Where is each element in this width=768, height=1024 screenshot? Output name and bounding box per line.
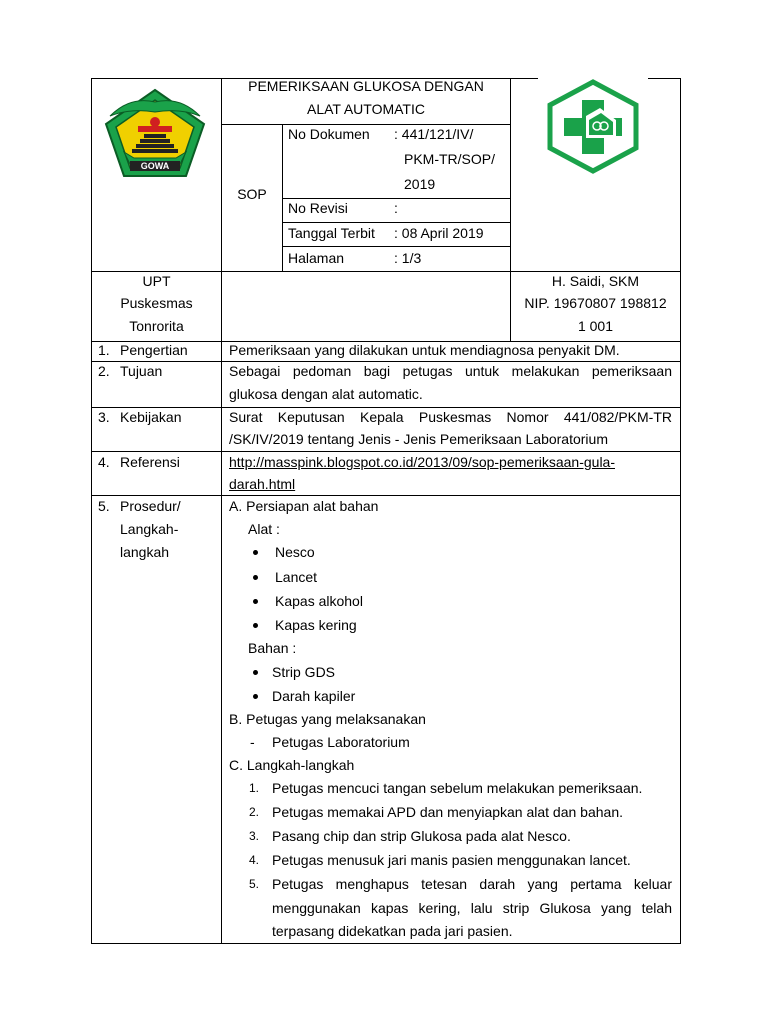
no-revisi-label: No Revisi bbox=[288, 200, 348, 216]
alat-label: Alat : bbox=[248, 521, 280, 537]
reference-link-2[interactable]: darah.html bbox=[229, 476, 296, 492]
bullet-icon bbox=[253, 694, 258, 699]
tanggal-terbit-value: : 08 April 2019 bbox=[394, 225, 484, 241]
bullet-icon bbox=[253, 623, 258, 628]
step-number: 3. bbox=[249, 829, 260, 843]
alat-item: Nesco bbox=[275, 544, 315, 560]
section-3-text-2: /SK/IV/2019 tentang Jenis - Jenis Pemeriksaan Laboratorium bbox=[229, 431, 608, 447]
section-3-text-1: Surat Keputusan Kepala Puskesmas Nomor 441/082/PKM-TR bbox=[229, 409, 672, 425]
bahan-label: Bahan : bbox=[248, 640, 297, 656]
sop-label: SOP bbox=[237, 186, 267, 202]
section-5-number: 5. bbox=[98, 498, 110, 514]
step-text: menggunakan kapas kering, lalu strip Glukosa yang telah bbox=[272, 900, 672, 916]
section-5-label-1: Prosedur/ bbox=[120, 498, 181, 514]
section-5-label-2: Langkah- bbox=[120, 521, 179, 537]
step-text: Petugas memakai APD dan menyiapkan alat dan bahan. bbox=[272, 804, 624, 820]
step-number: 2. bbox=[249, 805, 260, 819]
step-text: Petugas menghapus tetesan darah yang pertama keluar bbox=[272, 876, 672, 892]
halaman-label: Halaman bbox=[288, 250, 345, 266]
section-2-number: 2. bbox=[98, 363, 110, 379]
no-revisi-value: : bbox=[394, 200, 398, 216]
section-2-text-1: Sebagai pedoman bagi petugas untuk melakukan pemeriksaan bbox=[229, 363, 672, 379]
signer-nip-1: NIP. 19670807 198812 bbox=[524, 295, 667, 311]
alat-item: Kapas alkohol bbox=[275, 593, 363, 609]
prosedur-a-heading: A. Persiapan alat bahan bbox=[229, 498, 379, 514]
document-title-line1: PEMERIKSAAN GLUKOSA DENGAN bbox=[248, 78, 484, 94]
halaman-value: : 1/3 bbox=[394, 250, 422, 266]
section-5-label-3: langkah bbox=[120, 544, 170, 560]
section-4-label: Referensi bbox=[120, 454, 180, 470]
alat-item: Kapas kering bbox=[275, 617, 357, 633]
dash-marker: - bbox=[250, 734, 255, 750]
tanggal-terbit-label: Tanggal Terbit bbox=[288, 225, 375, 241]
bullet-icon bbox=[253, 550, 258, 555]
prosedur-c-heading: C. Langkah-langkah bbox=[229, 757, 355, 773]
org-line1: UPT bbox=[142, 273, 171, 289]
step-number: 1. bbox=[249, 781, 260, 795]
step-text: Petugas menusuk jari manis pasien menggunakan lancet. bbox=[272, 852, 631, 868]
alat-item: Lancet bbox=[275, 569, 318, 585]
petugas-item: Petugas Laboratorium bbox=[272, 734, 410, 750]
step-text: Petugas mencuci tangan sebelum melakukan pemeriksaan. bbox=[272, 780, 643, 796]
no-dokumen-value-1: : 441/121/IV/ bbox=[394, 126, 474, 142]
signer-name: H. Saidi, SKM bbox=[551, 273, 640, 289]
document-title-line2: ALAT AUTOMATIC bbox=[307, 101, 425, 117]
section-3-number: 3. bbox=[98, 409, 110, 425]
bullet-icon bbox=[253, 670, 258, 675]
signer-nip-2: 1 001 bbox=[577, 318, 614, 334]
step-number: 5. bbox=[249, 877, 260, 891]
bullet-icon bbox=[253, 599, 258, 604]
prosedur-b-heading: B. Petugas yang melaksanakan bbox=[229, 711, 426, 727]
section-3-label: Kebijakan bbox=[120, 409, 182, 425]
bahan-item: Darah kapiler bbox=[272, 688, 356, 704]
reference-link-1[interactable]: http://masspink.blogspot.co.id/2013/09/sop-pemeriksaan-gula- bbox=[229, 454, 615, 470]
step-number: 4. bbox=[249, 853, 260, 867]
no-dokumen-value-3: 2019 bbox=[404, 176, 436, 192]
section-2-label: Tujuan bbox=[120, 363, 163, 379]
org-line2: Puskesmas bbox=[120, 295, 193, 311]
section-1-number: 1. bbox=[98, 342, 110, 358]
step-text: terpasang didekatkan pada jari pasien. bbox=[272, 923, 513, 939]
gowa-logo-text: GOWA bbox=[130, 161, 180, 171]
bahan-item: Strip GDS bbox=[272, 664, 336, 680]
puskesmas-logo-icon bbox=[544, 78, 642, 175]
section-4-number: 4. bbox=[98, 454, 110, 470]
bullet-icon bbox=[253, 575, 258, 580]
org-line3: Tonrorita bbox=[129, 318, 184, 334]
section-1-label: Pengertian bbox=[120, 342, 188, 358]
no-dokumen-value-2: PKM-TR/SOP/ bbox=[404, 151, 496, 167]
no-dokumen-label: No Dokumen bbox=[288, 126, 370, 142]
section-1-text: Pemeriksaan yang dilakukan untuk mendiagnosa penyakit DM. bbox=[229, 342, 620, 358]
step-text: Pasang chip dan strip Glukosa pada alat Nesco. bbox=[272, 828, 571, 844]
section-2-text-2: glukosa dengan alat automatic. bbox=[229, 386, 423, 402]
